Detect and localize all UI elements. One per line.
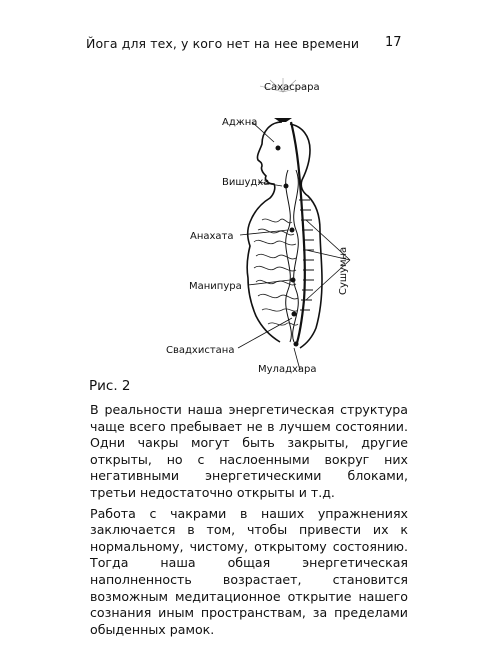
label-sushumna: Сушумна	[338, 246, 349, 295]
running-title: Йога для тех, у кого нет на нее времени	[86, 36, 360, 51]
label-ajna: Аджна	[222, 117, 258, 128]
paragraph-1: В реальности наша энергетическая структура чаще всего пребывает не в лучшем состоянии. Одни чакры могут быть закрыты, другие открыты, но с наслоенными вокруг них негативными энергетическими блоками, третьи недостаточно открыты и т.д.	[90, 402, 408, 500]
paragraph-2: Работа с чакрами в наших упражнениях заключается в том, чтобы привести их к нормальному, чистому, открытому состоянию. Тогда наша общая энергетическая наполненность возрастает, становится возможным медитационное открытие нашего сознания иным пространствам, за пределами обыденных рамок.	[90, 505, 408, 637]
label-manipura: Манипура	[189, 281, 242, 292]
figure-caption: Рис. 2	[89, 378, 131, 394]
body-text	[90, 402, 408, 642]
label-muladhara: Муладхара	[258, 364, 317, 375]
label-vishuddha: Вишудха	[222, 177, 270, 188]
page-number: 17	[385, 35, 402, 50]
chakra-figure	[150, 70, 390, 390]
label-sahasrara: Сахасрара	[264, 82, 320, 93]
body-silhouette-illustration	[150, 70, 390, 390]
label-anahata: Анахата	[190, 231, 234, 242]
label-svadhisthana: Свадхистана	[166, 345, 235, 356]
